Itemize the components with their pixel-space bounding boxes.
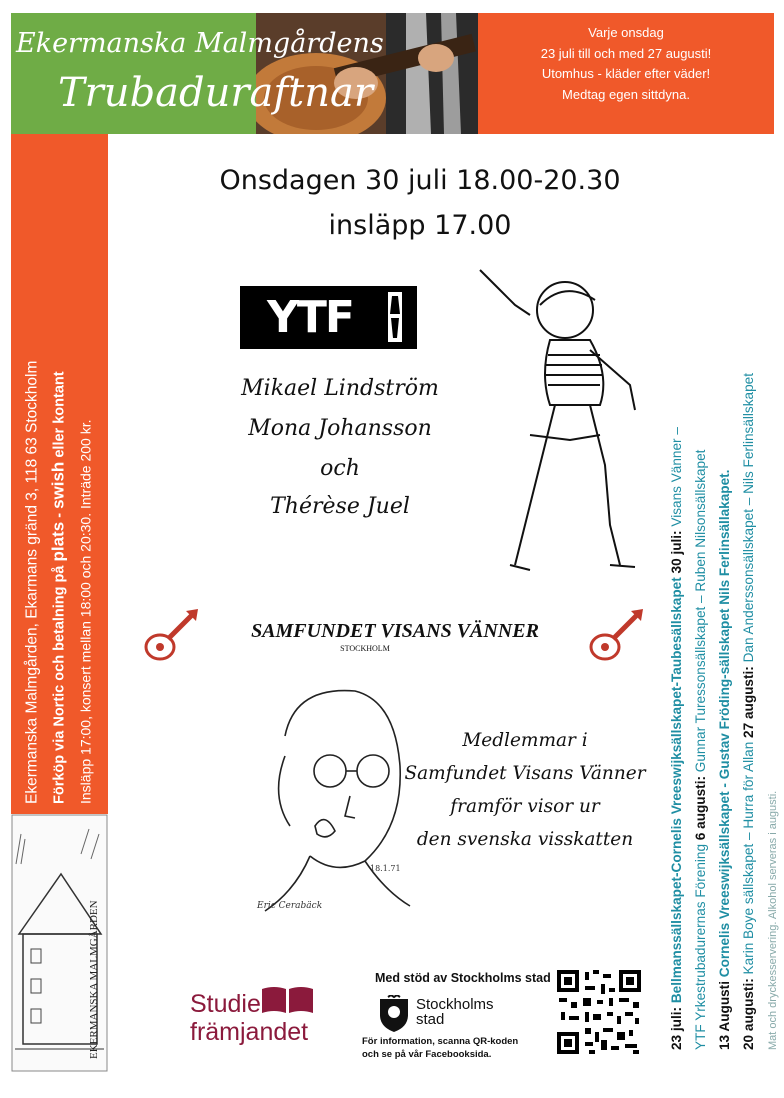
performer-name: Mona Johansson (248, 416, 432, 441)
members-line: Samfundet Visans Vänner (404, 763, 646, 784)
schedule-note: Mat och dryckesservering. Alkohol serveras i augusti. (767, 790, 779, 1050)
qr-code-icon[interactable] (555, 968, 643, 1056)
lute-icon (585, 605, 647, 667)
building-label: EKERMANSKA MALMGÅRDEN (88, 900, 100, 1059)
event-entry: insläpp 17.00 (328, 210, 512, 241)
presale-line: Förköp via Nortic och betalning på plats - swish eller kontant (48, 371, 68, 804)
schedule-line: YTF Yrkestrubadurernas Förening 6 augusti: Gunnar Turessonsällskapet – Ruben Nilsonsällskapet (693, 449, 708, 1050)
header-title-line1: Ekermanska Malmgårdens (16, 28, 384, 59)
header-info-panel (478, 13, 774, 134)
performer-conjunction: och (320, 456, 360, 481)
event-date: Onsdagen 30 juli 18.00-20.30 (219, 165, 621, 196)
stockholm-crest-icon (378, 995, 410, 1033)
dancer-sketch (470, 265, 650, 585)
info-line: 23 juli till och med 27 augusti! (540, 45, 712, 61)
info-line: Utomhus - kläder efter väder! (541, 66, 711, 81)
times-line: Insläpp 17:00, konsert mellan 18:00 och 20:30. Inträde 200 kr. (77, 419, 94, 804)
lute-icon (140, 605, 202, 667)
building-sketch (11, 814, 108, 1072)
info-line: Medtag egen sittdyna. (562, 86, 690, 102)
performer-name: Mikael Lindström (241, 376, 439, 401)
address-line: Ekermanska Malmgården, Ekarmans gränd 3, 118 63 Stockholm (23, 360, 41, 804)
members-line: Medlemmar i (462, 730, 588, 751)
schedule-text (665, 170, 784, 1050)
schedule-line: 13 Augusti Cornelis Vreeswijksällskapet - Gustav Fröding-sällskapet Nils Ferlinsällakapet. (717, 469, 732, 1050)
members-line: framför visor ur (450, 796, 600, 817)
qr-info-text: För information, scanna QR-koden och se på vår Facebooksida. (362, 1036, 519, 1060)
sketch-date: 18.1.71 (370, 864, 401, 873)
left-info-text (20, 144, 99, 804)
schedule-line: 23 juli: Bellmanssällskapet-Cornelis Vreeswijksällskapet-Taubesällskapet 30 juli: Visans Vänner – (669, 427, 684, 1050)
stockholm-stad-logo: Stockholms stad (416, 996, 494, 1028)
info-line: Varje onsdag (588, 25, 664, 40)
studiefrämjandet-logo: Studie främjandet (190, 990, 309, 1046)
members-line: den svenska visskatten (416, 829, 634, 850)
header-title-line2: Trubaduraftnar (58, 70, 373, 116)
sketch-signature: Eric Cerabäck (257, 901, 323, 911)
performer-name: Thérèse Juel (270, 494, 410, 519)
society-city: STOCKHOLM (340, 644, 390, 653)
schedule-line: 20 augusti: Karin Boye sällskapet – Hurra för Allan 27 augusti: Dan Anderssonsällskapet – Nils Ferlinsällskapet (741, 373, 756, 1050)
books-icon (260, 985, 315, 1015)
support-text: Med stöd av Stockholms stad (375, 971, 551, 985)
ytf-logo-text: YTF (267, 292, 353, 343)
society-name: SAMFUNDET VISANS VÄNNER (251, 620, 539, 642)
